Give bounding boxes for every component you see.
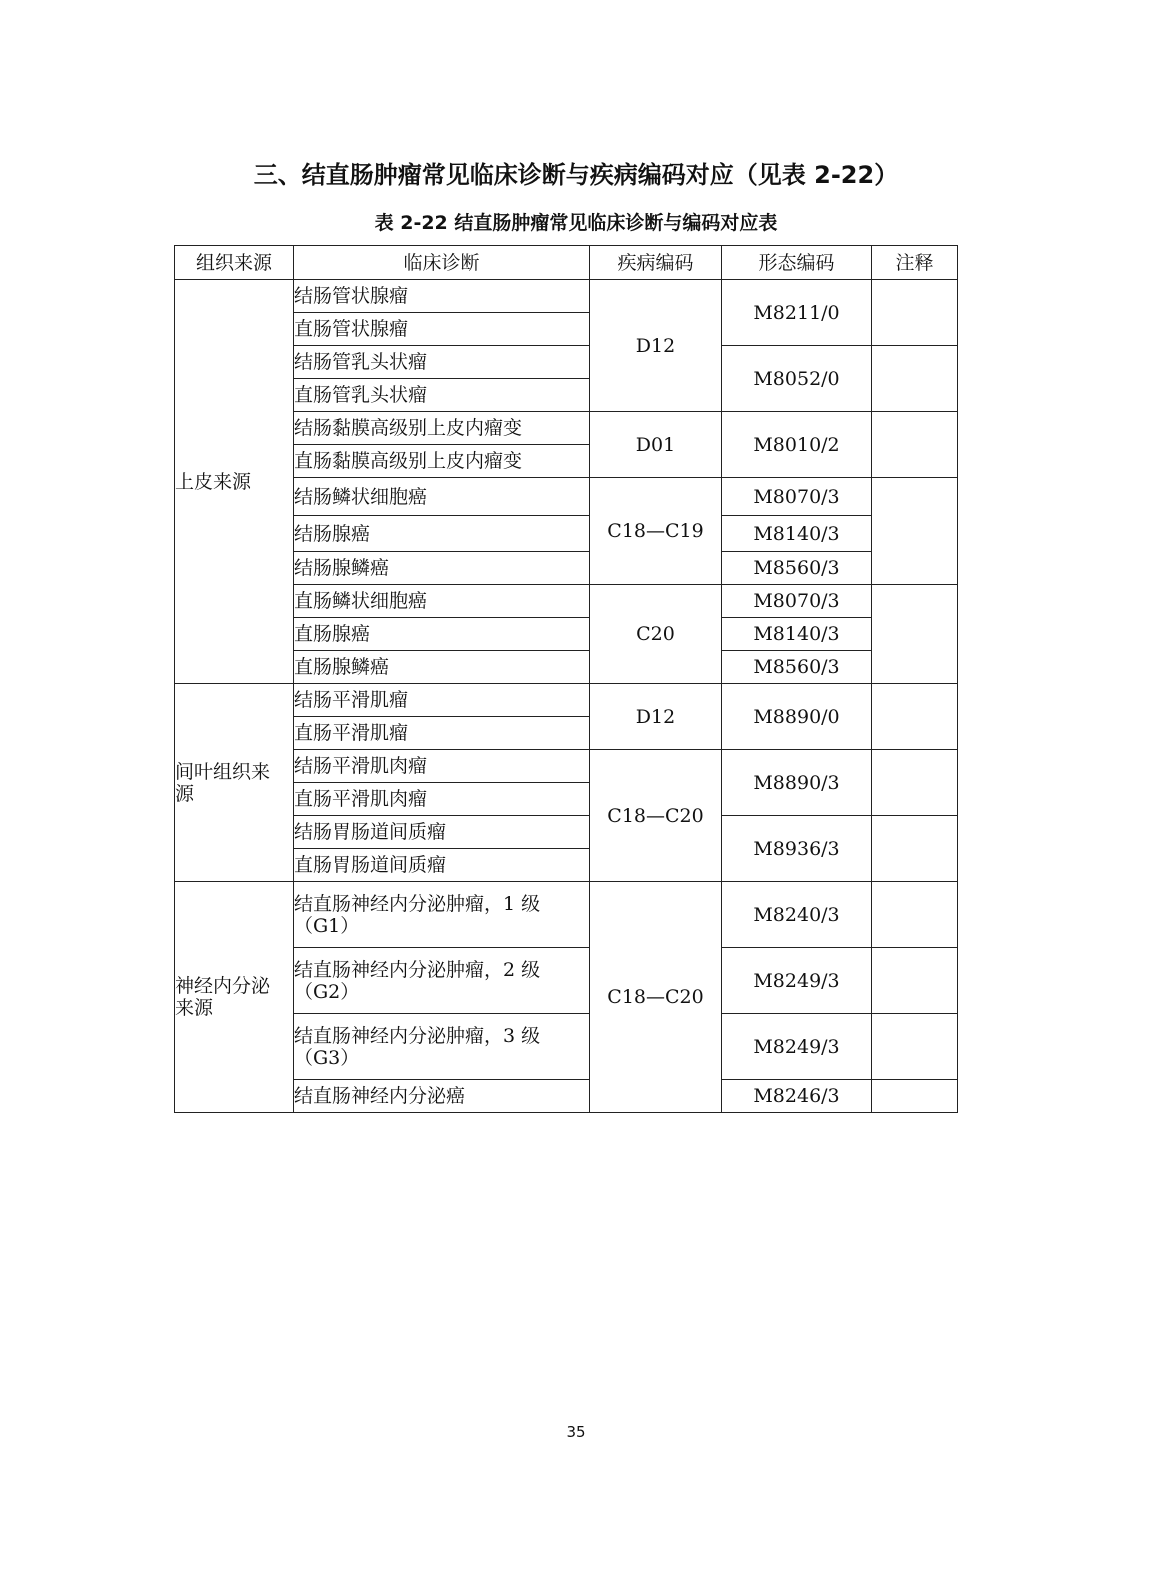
diagnosis-cell: 结肠平滑肌肉瘤 [294,750,590,783]
diagnosis-cell: 直肠黏膜高级别上皮内瘤变 [294,445,590,478]
diagnosis-cell: 结肠平滑肌瘤 [294,684,590,717]
table-row [175,882,958,948]
note-cell [872,816,958,882]
diagnosis-cell: 结肠腺鳞癌 [294,552,590,585]
diagnosis-code-table [174,245,958,1113]
morphology-code-cell: M8936/3 [722,816,872,882]
disease-code-cell: C18—C19 [590,478,722,585]
morphology-code-cell: M8249/3 [722,948,872,1014]
header-disease-code: 疾病编码 [590,246,722,280]
disease-code-cell: C18—C20 [590,750,722,882]
disease-code-cell: D12 [590,280,722,412]
diagnosis-cell: 直肠管状腺瘤 [294,313,590,346]
note-cell [872,1014,958,1080]
morphology-code-cell: M8070/3 [722,478,872,516]
morphology-code-cell: M8890/3 [722,750,872,816]
diagnosis-cell: 结直肠神经内分泌肿瘤，3 级（G3） [294,1014,590,1080]
morphology-code-cell: M8140/3 [722,516,872,552]
diagnosis-cell: 直肠腺癌 [294,618,590,651]
note-cell [872,1080,958,1113]
header-morphology-code: 形态编码 [722,246,872,280]
diagnosis-cell: 结肠黏膜高级别上皮内瘤变 [294,412,590,445]
morphology-code-cell: M8140/3 [722,618,872,651]
diagnosis-cell: 结肠鳞状细胞癌 [294,478,590,516]
disease-code-cell: D01 [590,412,722,478]
tissue-cell: 神经内分泌来源 [175,882,294,1113]
morphology-code-cell: M8890/0 [722,684,872,750]
note-cell [872,882,958,948]
morphology-code-cell: M8211/0 [722,280,872,346]
note-cell [872,750,958,816]
header-note: 注释 [872,246,958,280]
disease-code-cell: C20 [590,585,722,684]
note-cell [872,280,958,346]
morphology-code-cell: M8246/3 [722,1080,872,1113]
table-row [175,280,958,313]
morphology-code-cell: M8560/3 [722,552,872,585]
morphology-code-cell: M8070/3 [722,585,872,618]
diagnosis-cell: 直肠腺鳞癌 [294,651,590,684]
table-header-row [175,246,958,280]
morphology-code-cell: M8240/3 [722,882,872,948]
diagnosis-cell: 结直肠神经内分泌肿瘤，2 级（G2） [294,948,590,1014]
disease-code-cell: C18—C20 [590,882,722,1113]
table-row [175,684,958,717]
note-cell [872,948,958,1014]
note-cell [872,346,958,412]
diagnosis-cell: 结直肠神经内分泌肿瘤，1 级（G1） [294,882,590,948]
diagnosis-cell: 直肠平滑肌肉瘤 [294,783,590,816]
section-heading: 三、结直肠肿瘤常见临床诊断与疾病编码对应（见表 2-22） [253,161,899,189]
header-diagnosis: 临床诊断 [294,246,590,280]
morphology-code-cell: M8249/3 [722,1014,872,1080]
tissue-cell: 上皮来源 [175,280,294,684]
diagnosis-cell: 直肠平滑肌瘤 [294,717,590,750]
note-cell [872,412,958,478]
morphology-code-cell: M8560/3 [722,651,872,684]
diagnosis-cell: 直肠胃肠道间质瘤 [294,849,590,882]
page-number: 35 [566,1423,586,1441]
diagnosis-cell: 结肠胃肠道间质瘤 [294,816,590,849]
disease-code-cell: D12 [590,684,722,750]
header-tissue: 组织来源 [175,246,294,280]
morphology-code-cell: M8010/2 [722,412,872,478]
morphology-code-cell: M8052/0 [722,346,872,412]
table-caption: 表 2-22 结直肠肿瘤常见临床诊断与编码对应表 [374,212,778,234]
diagnosis-cell: 结肠管状腺瘤 [294,280,590,313]
note-cell [872,684,958,750]
tissue-cell: 间叶组织来源 [175,684,294,882]
diagnosis-cell: 结直肠神经内分泌癌 [294,1080,590,1113]
note-cell [872,585,958,684]
diagnosis-cell: 结肠管乳头状瘤 [294,346,590,379]
diagnosis-cell: 结肠腺癌 [294,516,590,552]
diagnosis-cell: 直肠鳞状细胞癌 [294,585,590,618]
diagnosis-cell: 直肠管乳头状瘤 [294,379,590,412]
note-cell [872,478,958,585]
